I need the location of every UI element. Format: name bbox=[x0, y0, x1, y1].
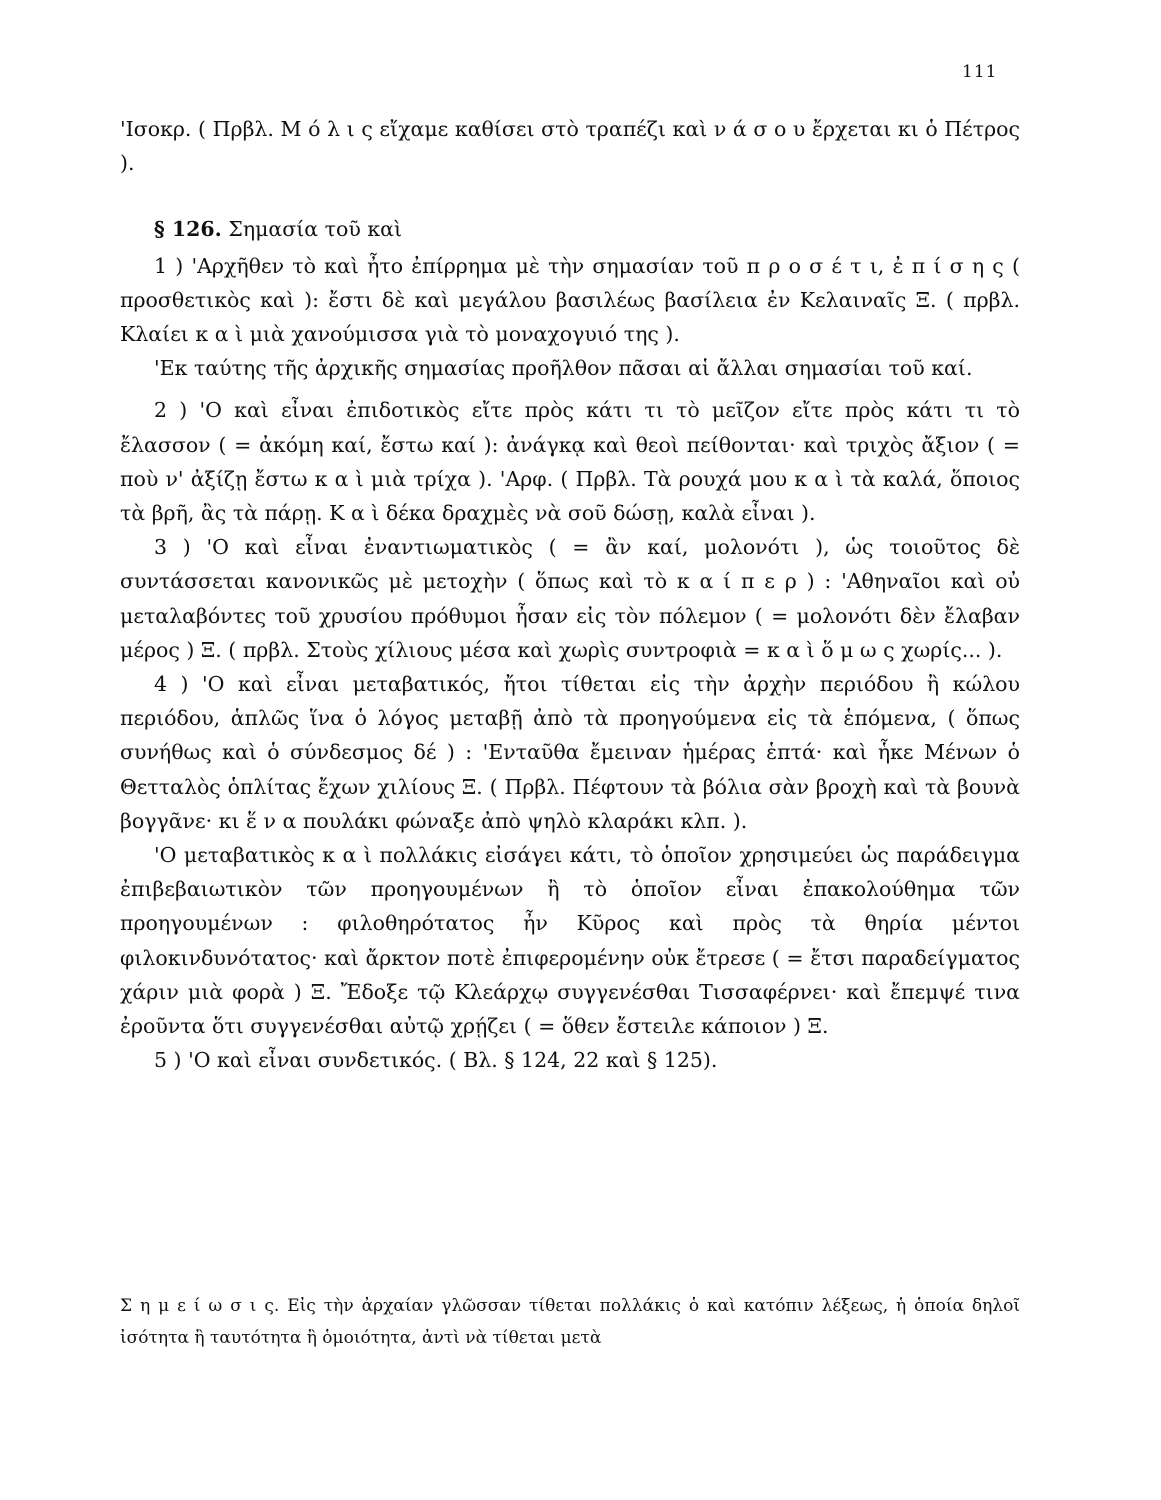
note-block bbox=[120, 1290, 1020, 1354]
note-text: Σ η μ ε ί ω σ ι ς. Εἰς τὴν ἀρχαίαν γλῶσσαν τίθεται πολλάκις ὁ καὶ κατόπιν λέξεως, ἡ ὁποία δηλοῖ ἰσότητα ἢ ταυτότητα ἢ ὁμοιότητα, ἀντὶ νὰ τίθεται μετὰ bbox=[120, 1296, 1020, 1348]
continuation-paragraph: 'Ισοκρ. ( Πρβλ. Μ ό λ ι ς εἴχαμε καθίσει στὸ τραπέζι καὶ ν ά σ ο υ ἔρχεται κι ὁ Πέτρος ). bbox=[120, 117, 1020, 176]
paragraph-4b: 'Ο μεταβατικὸς κ α ὶ πολλάκις εἰσάγει κάτι, τὸ ὁποῖον χρησιμεύει ὡς παράδειγμα ἐπιβεβαιωτικὸν τῶν προηγουμένων ἢ τὸ ὁποῖον εἶναι ἐπακολούθημα τῶν προηγουμένων : φιλοθηρότατος ἦν Κῦρος καὶ πρὸς τὰ θηρία μέντοι φιλοκινδυνότατος· καὶ ἄρκτον ποτὲ ἐπιφερομένην οὐκ ἔτρεσε ( = ἔτσι παραδείγματος χάριν μιὰ φορὰ ) Ξ. Ἔδοξε τῷ Κλεάρχῳ συγγενέσθαι Τισσαφέρνει· καὶ ἔπεμψέ τινα ἐροῦντα ὅτι συγγενέσθαι αὐτῷ χρῄζει ( = ὅθεν ἔστειλε κάποιον ) Ξ. bbox=[120, 843, 1020, 1039]
paragraph-3: 3 ) 'Ο καὶ εἶναι ἐναντιωματικὸς ( = ἂν καί, μολονότι ), ὡς τοιοῦτος δὲ συντάσσεται κανονικῶς μὲ μετοχὴν ( ὅπως καὶ τὸ κ α ί π ε ρ ) : 'Αθηναῖοι καὶ οὐ μεταλαβόντες τοῦ χρυσίου πρόθυμοι ἦσαν εἰς τὸν πόλεμον ( = μολονότι δὲν ἔλαβαν μέρος ) Ξ. ( πρβλ. Στοὺς χίλιους μέσα καὶ χωρὶς συντροφιὰ = κ α ὶ ὅ μ ω ς χωρίς... ). bbox=[120, 535, 1020, 662]
paragraph-2: 2 ) 'Ο καὶ εἶναι ἐπιδοτικὸς εἴτε πρὸς κάτι τι τὸ μεῖζον εἴτε πρὸς κάτι τι τὸ ἔλασσον ( = ἀκόμη καί, ἔστω καί ): ἀνάγκᾳ καὶ θεοὶ πείθονται· καὶ τριχὸς ἄξιον ( = ποὺ ν' ἀξίζῃ ἔστω κ α ὶ μιὰ τρίχα ). 'Αρφ. ( Πρβλ. Τὰ ρουχά μου κ α ὶ τὰ καλά, ὅποιος τὰ βρῆ, ἂς τὰ πάρῃ. Κ α ὶ δέκα δραχμὲς νὰ σοῦ δώσῃ, καλὰ εἶναι ). bbox=[120, 398, 1020, 526]
section-title: Σημασία τοῦ καὶ bbox=[228, 217, 403, 242]
paragraph-1: 1 ) 'Αρχῆθεν τὸ καὶ ἦτο ἐπίρρημα μὲ τὴν σημασίαν τοῦ π ρ ο σ έ τ ι, ἐ π ί σ η ς ( προσθετικὸς καὶ ): ἔστι δὲ καὶ μεγάλου βασιλέως βασίλεια ἐν Κελαιναῖς Ξ. ( πρβλ. Κλαίει κ α ὶ μιὰ χανούμισσα γιὰ τὸ μοναχογυιό της ). bbox=[120, 253, 1020, 347]
page-number: 111 bbox=[962, 62, 998, 82]
paragraph-1b: 'Εκ ταύτης τῆς ἀρχικῆς σημασίας προῆλθον πᾶσαι αἱ ἄλλαι σημασίαι τοῦ καί. bbox=[154, 356, 973, 381]
paragraph-4: 4 ) 'Ο καὶ εἶναι μεταβατικός, ἤτοι τίθεται εἰς τὴν ἀρχὴν περιόδου ἢ κώλου περιόδου, ἁπλῶς ἵνα ὁ λόγος μεταβῇ ἀπὸ τὰ προηγούμενα εἰς τὰ ἑπόμενα, ( ὅπως συνήθως καὶ ὁ σύνδεσμος δέ ) : 'Ενταῦθα ἔμειναν ἡμέρας ἑπτά· καὶ ἧκε Μένων ὁ Θετταλὸς ὁπλίτας ἔχων χιλίους Ξ. ( Πρβλ. Πέφτουν τὰ βόλια σὰν βροχὴ καὶ τὰ βουνὰ βογγᾶνε· κι ἕ ν α πουλάκι φώναξε ἀπὸ ψηλὸ κλαράκι κλπ. ). bbox=[120, 672, 1020, 833]
section-number: § 126. bbox=[154, 217, 222, 242]
section-heading bbox=[120, 212, 1020, 246]
paragraph-5: 5 ) 'Ο καὶ εἶναι συνδετικός. ( Βλ. § 124, 22 καὶ § 125). bbox=[154, 1048, 718, 1073]
main-text bbox=[120, 112, 1020, 1077]
